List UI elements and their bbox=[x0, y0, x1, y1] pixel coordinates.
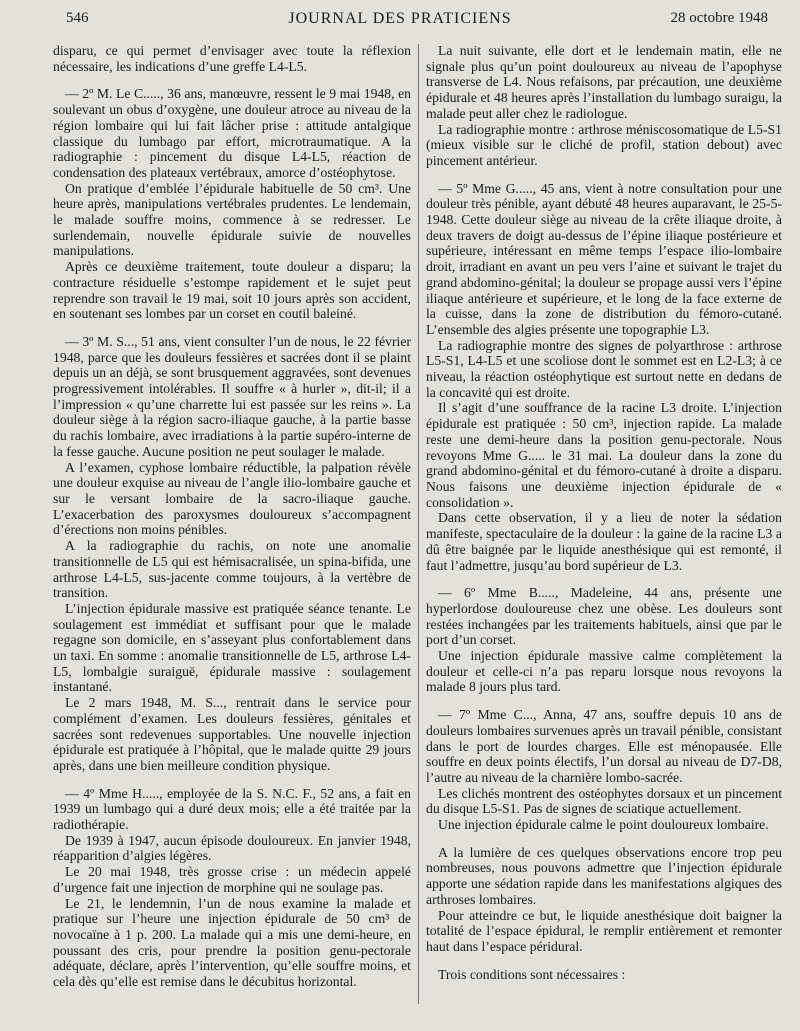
left-column bbox=[53, 43, 411, 1023]
paragraph: La radiographie montre des signes de polyarthrose : arthrose L5-S1, L4-L5 et une scoliose dont le sommet est en L2-L3; à ce niveau, la réaction ostéophytique est surtout nette en dedans de la concavité qui est droite. bbox=[426, 337, 782, 400]
paragraph: Les clichés montrent des ostéophytes dorsaux et un pincement du disque L5-S1. Pas de signes de sciatique actuellement. bbox=[426, 785, 782, 817]
paragraph: Une injection épidurale massive calme complètement la douleur et celle-ci n’a pas reparu lorsque nous revoyons la malade 8 jours plus tard. bbox=[426, 648, 782, 695]
paragraph: Trois conditions sont nécessaires : bbox=[438, 966, 626, 982]
paragraph: Le 21, le lendemnin, l’un de nous examine la malade et pratique sur l’heure une injection épidurale de 50 cm³ de novocaïne à 1 p. 200. La malade qui a mis une demi-heure, en poussant des cris, pour prendre la position genu-pectorale adéquate, déclare, après l’intervention, qu’elle souffre moins, et cela dès qu’elle est remise dans le décubitus horizontal. bbox=[53, 895, 411, 990]
paragraph: — 4º Mme H....., employée de la S. N.C. F., 52 ans, a fait en 1939 un lumbago qui a duré deux mois; elle a été traitée par la radiothérapie. bbox=[53, 785, 411, 833]
journal-title: JOURNAL DES PRATICIENS bbox=[288, 10, 512, 27]
issue-date: 28 octobre 1948 bbox=[670, 10, 768, 26]
paragraph: — 6º Mme B....., Madeleine, 44 ans, présente une hyperlordose douloureuse chez une obèse. Les douleurs sont restées inchangées par les traitements habituels, ainsi que par le port d’un corset. bbox=[426, 585, 782, 648]
paragraph: — 7º Mme C..., Anna, 47 ans, souffre depuis 10 ans de douleurs lombaires survenues après un travail pénible, consistant dans le port de lourdes charges. Elle est ménopausée. Elle souffre en deux points électifs, l’un dorsal au niveau de D7-D8, l’autre au niveau de la charnière lombo-sacrée. bbox=[426, 707, 782, 785]
running-header bbox=[0, 0, 800, 40]
paragraph: Une injection épidurale calme le point douloureux lombaire. bbox=[438, 817, 769, 833]
paragraph: L’injection épidurale massive est pratiquée séance tenante. Le soulagement est immédiat et suffisant pour que le malade regagne son domicile, en s’asseyant plus confortablement dans un taxi. En somme : anomalie transitionnelle de L5, arthrose L4-L5, lombalgie suraiguë, épidurale massive : soulagement instantané. bbox=[53, 600, 411, 695]
paragraph: Dans cette observation, il y a lieu de noter la sédation manifeste, spectaculaire de la douleur : la gaine de la racine L3 a dû être baignée par le liquide anesthésique qui est remonté, il faut l’admettre, jusqu’au bord supérieur de L3. bbox=[426, 510, 782, 573]
page-number: 546 bbox=[66, 10, 89, 26]
paragraph: disparu, ce qui permet d’envisager avec toute la réflexion nécessaire, les indications d’une greffe L4-L5. bbox=[53, 43, 411, 74]
paragraph: De 1939 à 1947, aucun épisode douloureux. En janvier 1948, réapparition d’algies légères. bbox=[53, 832, 411, 864]
paragraph: Après ce deuxième traitement, toute douleur a disparu; la contracture résiduelle s’estompe rapidement et le sujet peut reprendre son travail le 19 mai, soit 10 jours après son accident, en soutenant ses lombes par un corset en coutil baleiné. bbox=[53, 259, 411, 322]
paragraph: Il s’agit d’une souffrance de la racine L3 droite. L’injection épidurale est pratiquée : 50 cm³, injection rapide. La malade reste une demi-heure dans la position genu-pectorale. Nous revoyons Mme G..... le 31 mai. La douleur dans la zone du grand abdomino-génital et du fémoro-cutané à droite a disparu. Nous faisons une deuxième injection épidurale de « consolidation ». bbox=[426, 400, 782, 510]
paragraph: A la lumière de ces quelques observations encore trop peu nombreuses, nous pouvons admettre que l’injection épidurale apporte une sédation rapide dans les manifestations algiques des arthroses lombaires. bbox=[426, 844, 782, 907]
column-divider bbox=[418, 44, 419, 1004]
paragraph: Le 20 mai 1948, très grosse crise : un médecin appelé d’urgence fait une injection de morphine qui ne soulage pas. bbox=[53, 864, 411, 895]
paragraph: On pratique d’emblée l’épidurale habituelle de 50 cm³. Une heure après, manipulations vertébrales prudentes. Le lendemain, le malade souffre moins, commence à se redresser. Le surlendemain, nouvelle épidurale suivie de nouvelles manipulations. bbox=[53, 180, 411, 259]
paragraph: A l’examen, cyphose lombaire réductible, la palpation révèle une douleur exquise au niveau de l’angle ilio-lombaire gauche et sur le versant lombaire de la sacro-iliaque gauche. L’exacerbation des paroxysmes douloureux s’accompagnent d’érections non moins pénibles. bbox=[53, 459, 411, 538]
paragraph: La nuit suivante, elle dort et le lendemain matin, elle ne signale plus qu’un point douloureux au niveau de l’apophyse transverse de L4. Nous refaisons, par précaution, une deuxième épidurale et 48 heures après l’installation du lumbago suraigu, la malade peut aller chez le radiologue. bbox=[426, 43, 782, 121]
paragraph: — 3º M. S..., 51 ans, vient consulter l’un de nous, le 22 février 1948, parce que les douleurs fessières et sacrées dont il se plaint depuis un an déjà, se sont brusquement aggravées, sont devenues progressivement intolérables. Il souffre « à hurler », dit-il; il a l’impression « qu’une charrette lui est passée sur les reins ». La douleur siège à la région sacro-iliaque gauche, à la partie basse du rachis lombaire, avec irradiations à la partie supéro-interne de la fesse gauche. Aucune position ne peut soulager le malade. bbox=[53, 333, 411, 459]
paragraph: A la radiographie du rachis, on note une anomalie transitionnelle de L5 qui est hémisacralisée, un spina-bifida, une arthrose L4-L5, sus-jacente comme toujours, à la vertèbre de transition. bbox=[53, 538, 411, 601]
paragraph: Pour atteindre ce but, le liquide anesthésique doit baigner la totalité de l’espace épidural, le remplir entièrement et remonter haut dans l’espace péridural. bbox=[426, 907, 782, 954]
paragraph: La radiographie montre : arthrose méniscosomatique de L5-S1 (mieux visible sur le cliché de profil, station debout) avec pincement antérieur. bbox=[426, 121, 782, 168]
right-column bbox=[426, 43, 782, 1023]
paragraph: — 2º M. Le C....., 36 ans, manœuvre, ressent le 9 mai 1948, en soulevant un obus d’oxygène, une douleur atroce au niveau de la région lombaire qui lui fait lâcher prise : attitude antalgique classique du lumbago par effort, microtraumatique. A la radiographie : pincement du disque L4-L5, réaction de condensation des plateaux vertébraux, amorce d’ostéophytose. bbox=[53, 86, 411, 180]
paragraph: Le 2 mars 1948, M. S..., rentrait dans le service pour complément d’examen. Les douleurs fessières, génitales et sacrées sont redevenues supportables. Une nouvelle injection épidurale est pratiquée à l’hôpital, que le malade quitte 29 jours après, dans une bien meilleure condition physique. bbox=[53, 695, 411, 773]
paragraph: — 5º Mme G....., 45 ans, vient à notre consultation pour une douleur très pénible, ayant débuté 48 heures auparavant, le 25-5-1948. Cette douleur siège au niveau de la crête iliaque droite, à deux travers de doigt au-dessus de l’épine iliaque postérieure et supérieure, intéressant en même temps l’espace ilio-lombaire droit, irradiant en avant un peu vers l’aine et suivant le trajet du grand abdomino-génital; la douleur se propage aussi vers l’épine iliaque antérieure et supérieure, et le long de la face externe de la cuisse, dans la zone de distribution du fémoro-cutané. L’ensemble des algies présente une topographie L3. bbox=[426, 180, 782, 337]
